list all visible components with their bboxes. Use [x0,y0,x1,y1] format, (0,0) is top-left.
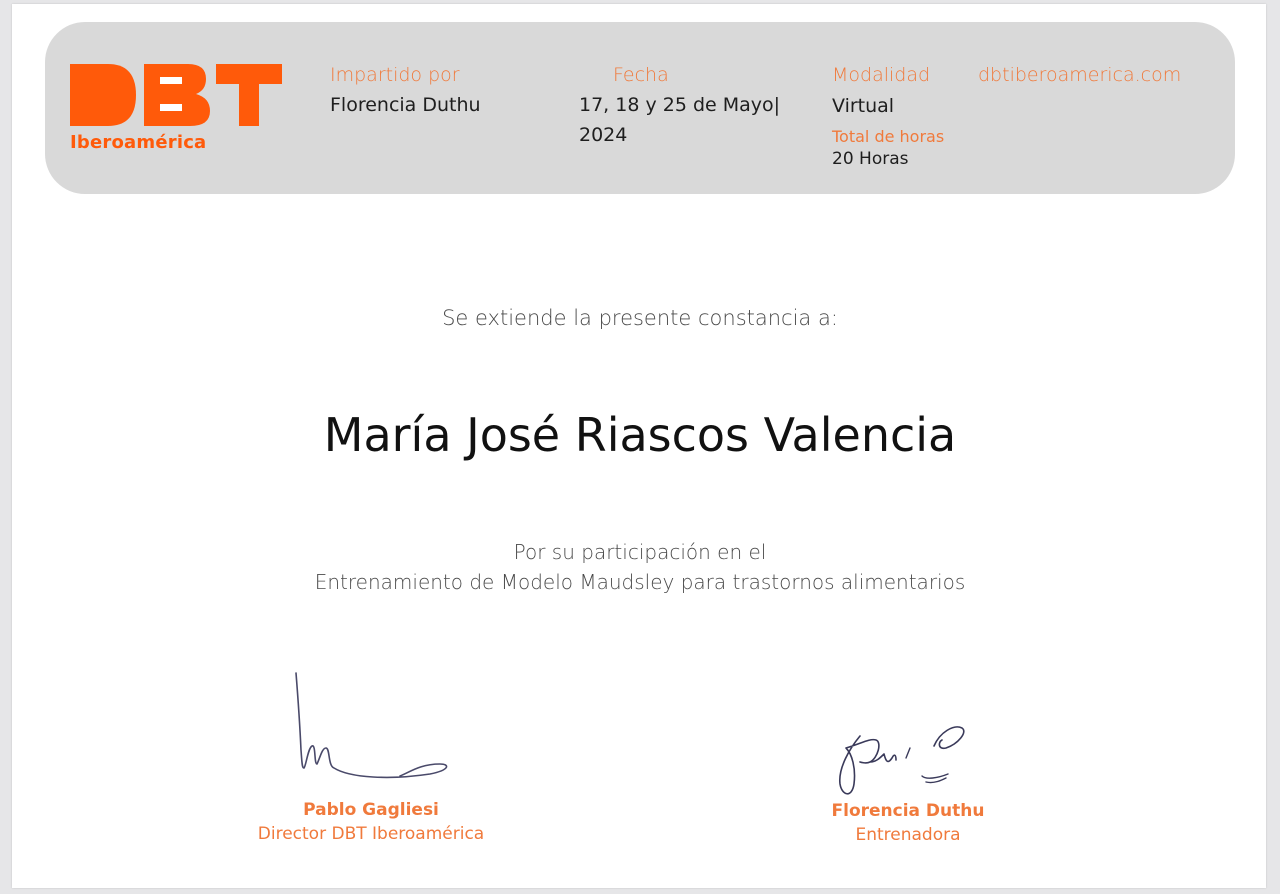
date-value-line2: 2024 [579,124,628,146]
signature-left [290,668,455,798]
signer-role-left: Director DBT Iberoamérica [257,824,485,844]
logo-subtitle: Iberoamérica [70,132,207,153]
signature-block-right [818,801,998,845]
taught-by-value: Florencia Duthu [330,94,481,116]
signature-right [830,718,975,803]
recipient-name: María José Riascos Valencia [323,408,957,462]
participation-line2: Entrenamiento de Modelo Maudsley para trastornos alimentarios [314,570,966,594]
dbt-logo [70,64,282,126]
participation-line1: Por su participación en el [513,540,767,564]
signer-name-left: Pablo Gagliesi [303,800,439,820]
modality-label: Modalidad [832,64,931,86]
website-link[interactable]: dbtiberoamerica.com [978,64,1182,86]
signer-role-right: Entrenadora [855,825,961,845]
modality-value: Virtual [832,95,895,117]
taught-by-label: Impartido por [330,64,460,86]
signer-name-right: Florencia Duthu [831,801,985,821]
signature-block-left [250,800,492,844]
hours-label: Total de horas [832,127,945,146]
hours-value: 20 Horas [832,149,909,169]
date-value-line1: 17, 18 y 25 de Mayo| [579,94,781,116]
date-label: Fecha [613,64,669,86]
intro-text: Se extiende la presente constancia a: [442,306,838,330]
